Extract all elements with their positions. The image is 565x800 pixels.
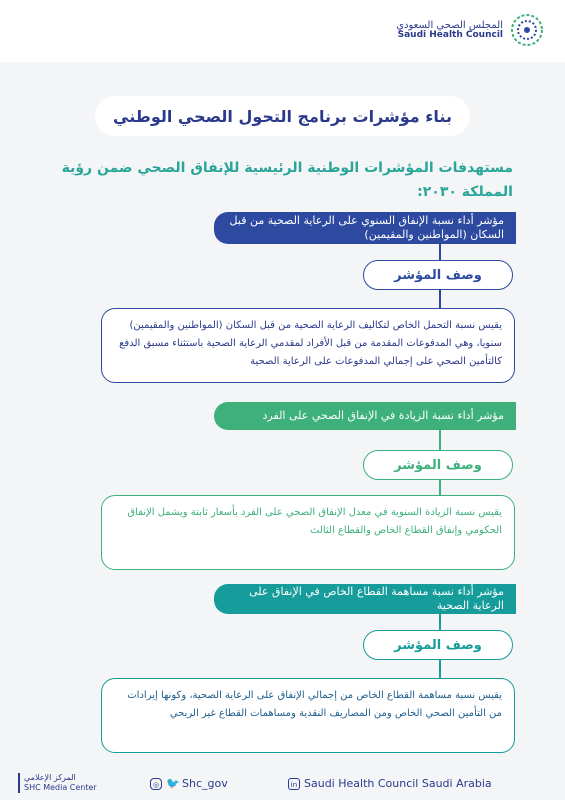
social-handle[interactable] bbox=[150, 777, 228, 790]
indicator-1-title: مؤشر أداء نسبة الإنفاق السنوي على الرعاية الصحية من قبل السكان (المواطنين والمقيمين) bbox=[214, 212, 516, 244]
indicator-2-description: يقيس نسبة الزيادة السنوية في معدل الإنفاق الصحي على الفرد بأسعار ثابتة ويشمل الإنفاق الحكومي وإنفاق القطاع الخاص والقطاع الثالث bbox=[101, 495, 515, 570]
shc-emblem-icon bbox=[509, 12, 545, 48]
header bbox=[0, 0, 565, 62]
media-center-en: SHC Media Center bbox=[24, 783, 97, 792]
instagram-icon: ◎ bbox=[150, 778, 162, 790]
indicator-3-desc-label: وصف المؤشر bbox=[363, 630, 513, 660]
linkedin-icon: in bbox=[288, 778, 300, 790]
page-title: بناء مؤشرات برنامج التحول الصحي الوطني bbox=[95, 96, 470, 136]
indicator-2-desc-label: وصف المؤشر bbox=[363, 450, 513, 480]
footer bbox=[0, 770, 565, 800]
indicator-1-desc-label: وصف المؤشر bbox=[363, 260, 513, 290]
indicator-3-description: يقيس نسبة مساهمة القطاع الخاص من إجمالي الإنفاق على الرعاية الصحية، وكونها إيرادات من التأمين الصحي الخاص ومن المصاريف النقدية ومساهمات القطاع غير الربحي bbox=[101, 678, 515, 753]
twitter-icon: 🐦 bbox=[166, 776, 180, 790]
indicator-3-title: مؤشر أداء نسبة مساهمة القطاع الخاص في الإنفاق على الرعاية الصحية bbox=[214, 584, 516, 614]
social-handle-text: Shc_gov bbox=[182, 777, 228, 790]
linkedin-text: Saudi Health Council Saudi Arabia bbox=[304, 777, 492, 790]
shc-logo bbox=[396, 12, 545, 48]
linkedin-link[interactable] bbox=[288, 777, 492, 790]
org-name-en: Saudi Health Council bbox=[397, 29, 503, 40]
org-name-ar: المجلس الصحي السعودي bbox=[396, 19, 503, 31]
indicator-2-title: مؤشر أداء نسبة الزيادة في الإنفاق الصحي على الفرد bbox=[214, 402, 516, 430]
media-center-ar: المركز الإعلامي bbox=[24, 773, 76, 782]
intro-text: مستهدفات المؤشرات الوطنية الرئيسية للإنفاق الصحي ضمن رؤية المملكة ٢٠٣٠: bbox=[61, 160, 513, 200]
media-center bbox=[18, 773, 97, 793]
indicator-1-description: يقيس نسبة التحمل الخاص لتكاليف الرعاية الصحية من قبل السكان (المواطنين والمقيمين) سنويا، وهي المدفوعات المقدمة من قبل الأفراد لمقدمي الرعاية الصحية باستثناء مسبق الدفع كالتأمين الصحي على إجمالي المدفوعات على الرعاية الصحية bbox=[101, 308, 515, 383]
